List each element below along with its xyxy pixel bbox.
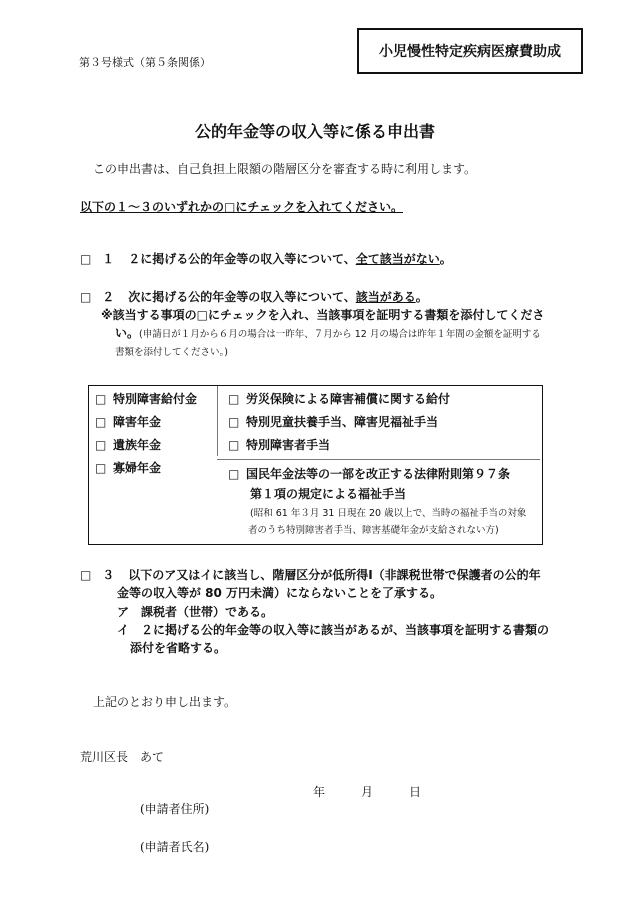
statement: 上記のとおり申し出ます。 [93,695,237,709]
box-item-welfare-allowance-line2: 第１項の規定による福祉手当 [250,487,407,501]
option-2-note-small1: (申請日が１月から６月の場合は一昨年、７月から 12 月の場合は昨年１年間の金額を証明する [139,329,541,340]
option-2-text-b: 該当がある [355,290,416,304]
box-item-label: 特別障害給付金 [113,392,198,406]
box-item-special-disability-benefit [95,390,197,407]
option-2-text-c: 。 [415,290,428,304]
option-2-note-line1: ※該当する事項の□にチェックを入れ、当該事項を証明する書類を添付してくださ [101,308,545,322]
applicant-address-label: (申請者住所) [140,802,210,816]
checkbox-disability-pension[interactable]: □ [95,415,107,429]
box-item-label: 遺族年金 [113,438,162,452]
option-1-text-a: ２に掲げる公的年金等の収入等について、 [128,252,356,266]
instruction-text: 以下の１～３のいずれかの□にチェックを入れてください。 [80,200,403,214]
program-title: 小児慢性特定疾病医療費助成 [379,44,561,60]
checkbox-option-3[interactable]: □ [80,568,92,582]
box-divider-horizontal [217,459,540,460]
box-item-label: 特別児童扶養手当、障害児福祉手当 [246,415,439,429]
box-item-disability-pension [95,413,161,430]
option-2-note-line2-text: い。 [115,326,140,340]
option-3-number: ３ [102,568,115,582]
box-item-workers-compensation [228,390,450,407]
option-2 [80,288,428,305]
date-day-label: 日 [409,785,422,799]
program-title-box [357,28,583,74]
checkbox-special-disabled-allowance[interactable]: □ [228,438,240,452]
box-item-welfare-allowance [228,465,510,482]
option-2-note-line2 [115,324,541,341]
option-2-note-small2: 書類を添付してください。) [115,347,228,358]
option-2-text-a: 次に掲げる公的年金等の収入等について、 [128,290,356,304]
checkbox-child-allowance[interactable]: □ [228,415,240,429]
intro-text: この申出書は、自己負担上限額の階層区分を審査する時に利用します。 [93,162,477,176]
option-3-a: ア 課税者（世帯）である。 [117,605,274,619]
box-item-child-allowance [228,413,438,430]
addressee: 荒川区長 あて [80,750,165,764]
option-3-b-line2: 添付を省略する。 [130,641,227,655]
box-item-special-disabled-allowance [228,436,330,453]
checkbox-special-disability-benefit[interactable]: □ [95,392,107,406]
checkbox-workers-compensation[interactable]: □ [228,392,240,406]
option-1-text-c: 。 [439,252,452,266]
option-1-number: １ [102,252,115,266]
date-month-label: 月 [361,785,374,799]
option-3-line1: 以下のア又はイに該当し、階層区分が低所得Ⅰ（非課税世帯で保護者の公的年 [128,568,541,582]
box-item-welfare-note1: (昭和 61 年３月 31 日現在 20 歳以上で、当時の福祉手当の対象 [250,508,527,519]
option-1-text-b: 全て該当がない [355,252,440,266]
option-3-b-line1: イ ２に掲げる公的年金等の収入等に該当があるが、当該事項を証明する書類の [117,623,550,637]
checkbox-option-1[interactable]: □ [80,252,92,266]
date-year-label: 年 [313,785,326,799]
checkbox-option-2[interactable]: □ [80,290,92,304]
box-item-label: 国民年金法等の一部を改正する法律附則第９７条 [246,467,511,481]
box-item-label: 寡婦年金 [113,461,162,475]
option-3-line2: 金等の収入等が 80 万円未満）にならないことを了承する。 [117,586,443,600]
option-2-number: ２ [102,290,115,304]
box-item-survivors-pension [95,436,161,453]
box-item-label: 障害年金 [113,415,162,429]
box-item-welfare-note2: 者のうち特別障害者手当、障害基礎年金が支給されない方) [248,525,499,536]
checkbox-welfare-allowance[interactable]: □ [228,467,240,481]
checkbox-survivors-pension[interactable]: □ [95,438,107,452]
applicant-name-label: (申請者氏名) [140,840,210,854]
box-item-widows-pension [95,459,161,476]
option-3 [80,566,541,583]
form-number: 第３号様式（第５条関係） [79,56,211,69]
box-item-label: 特別障害者手当 [246,438,331,452]
option-1 [80,250,452,267]
box-item-label: 労災保険による障害補償に関する給付 [246,392,451,406]
checkbox-widows-pension[interactable]: □ [95,461,107,475]
document-title: 公的年金等の収入等に係る申出書 [194,122,435,141]
box-divider-vertical [217,386,218,456]
